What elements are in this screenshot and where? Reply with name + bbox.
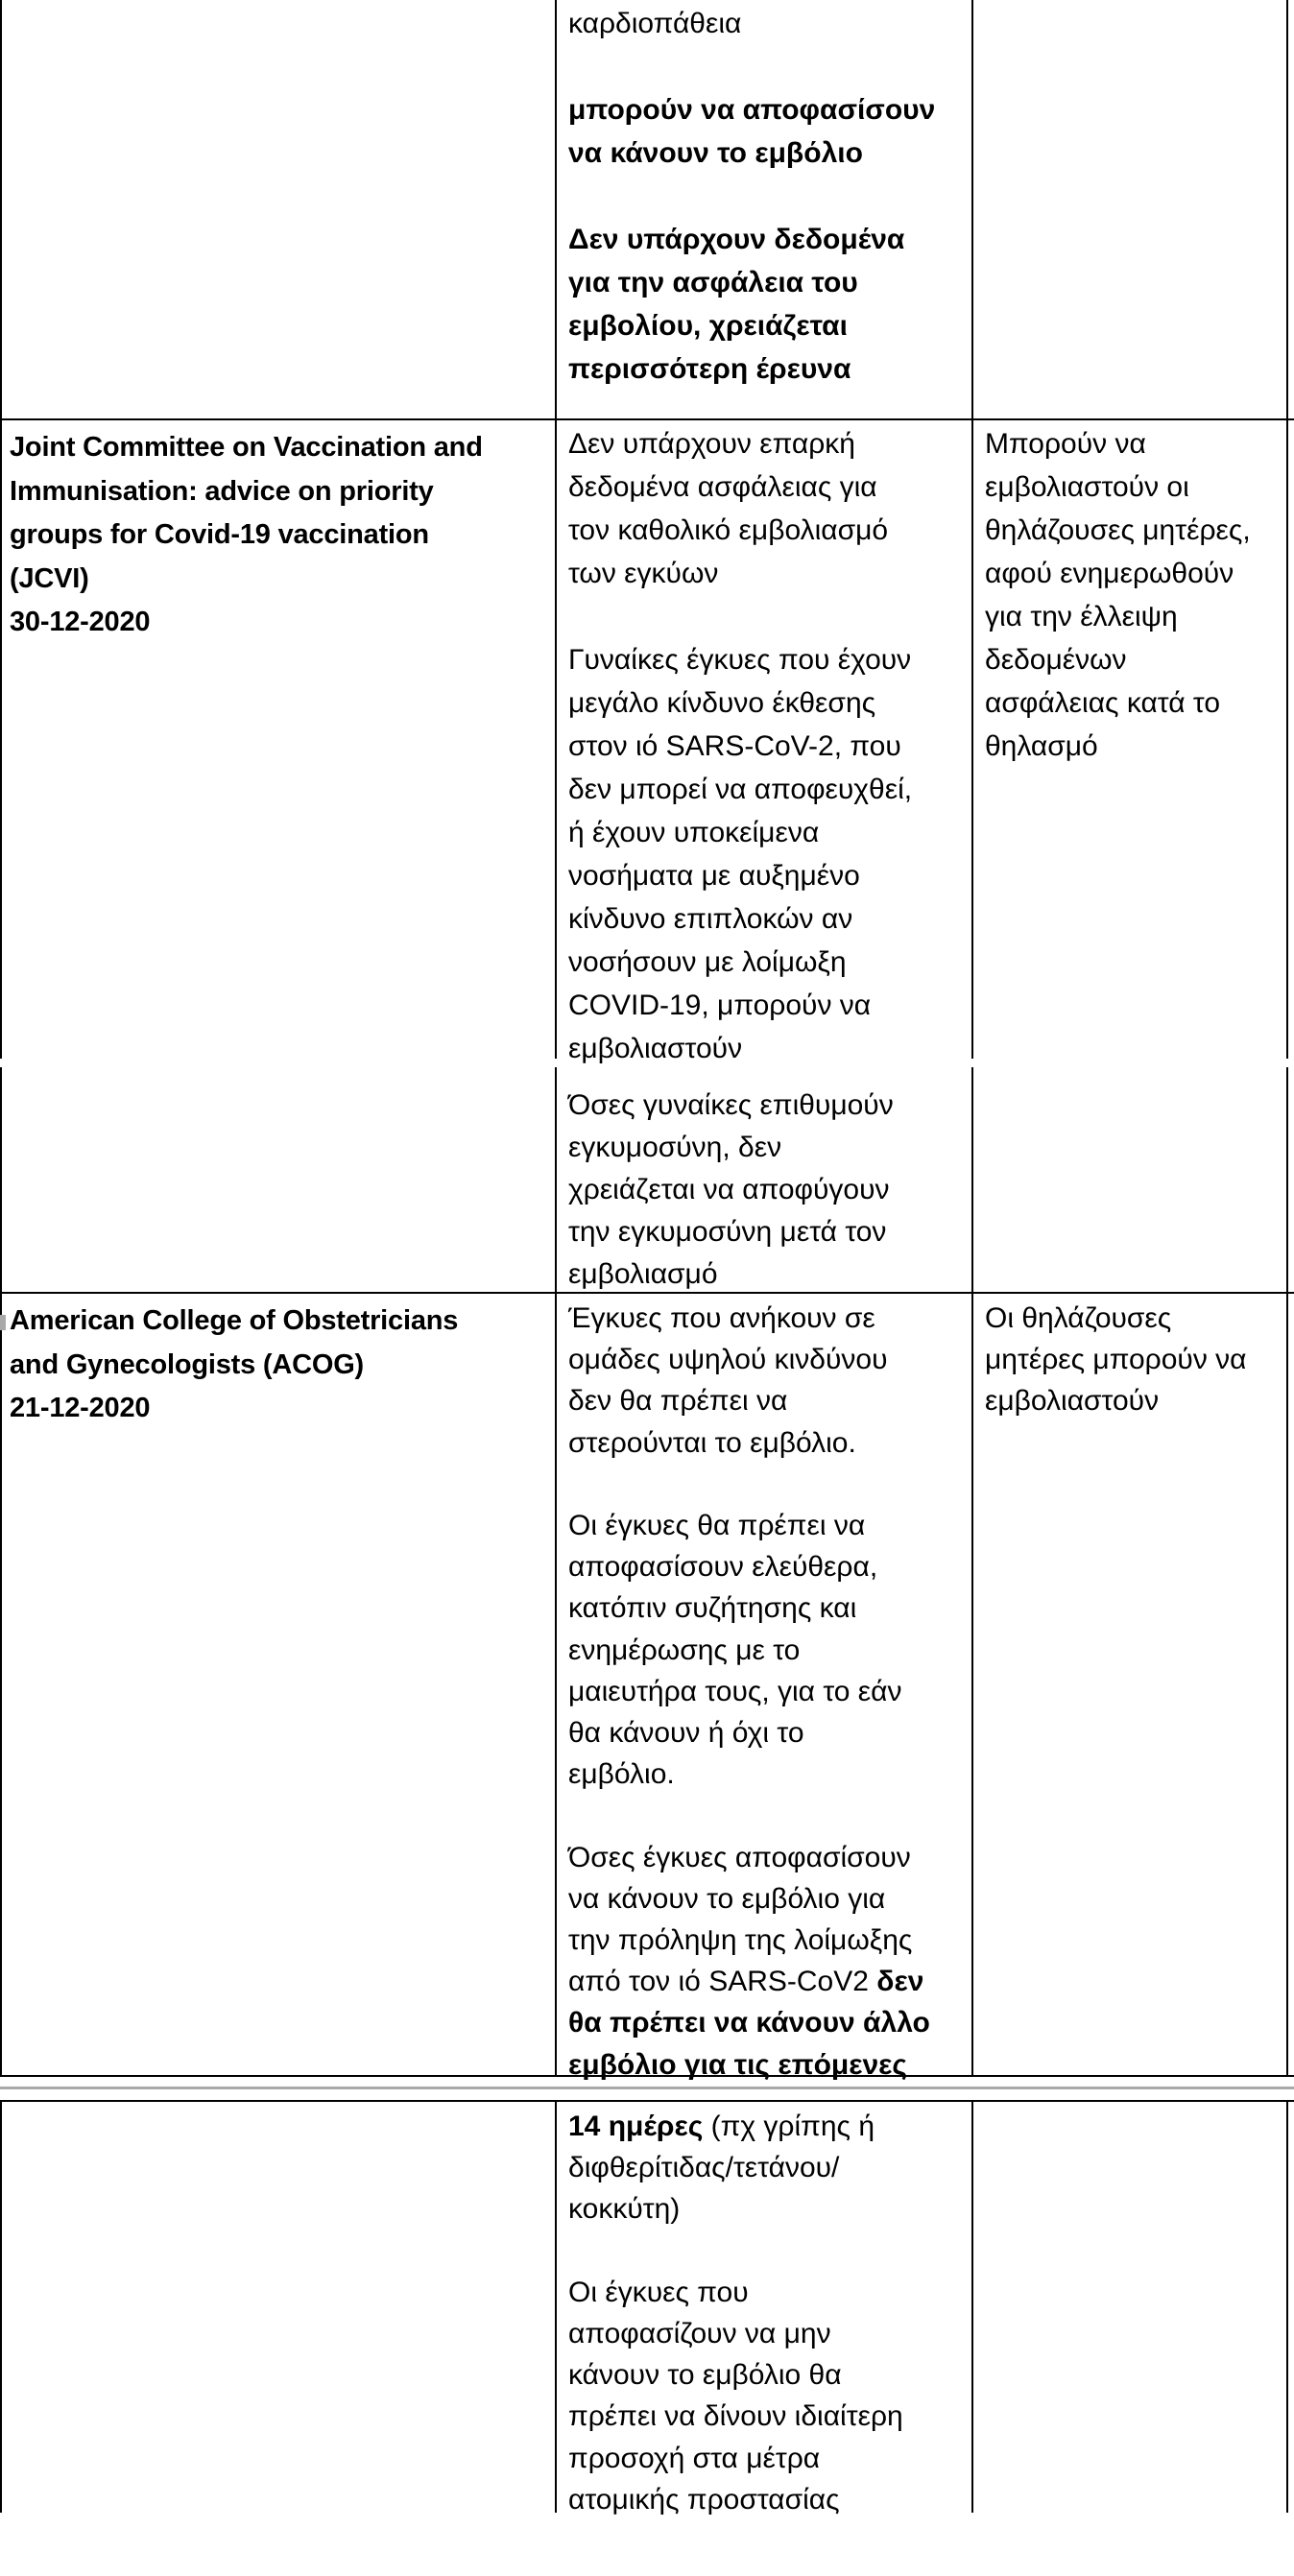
text-line: Οι θηλάζουσες xyxy=(985,1302,1172,1334)
text-line: ή έχουν υποκείμενα xyxy=(568,817,820,848)
text-line: κοκκύτη) xyxy=(568,2193,681,2226)
text-line: ενημέρωσης με το xyxy=(568,1634,801,1666)
text-line: αποφασίζουν να μην xyxy=(568,2318,831,2350)
text-line: COVID-19, μπορούν να xyxy=(568,990,872,1021)
text-line: δεν θα πρέπει να xyxy=(568,1385,788,1418)
text-line: μπορούν να αποφασίσουν xyxy=(568,94,936,126)
text-line xyxy=(568,1795,964,1836)
table-border-left-seg1 xyxy=(0,0,2,1059)
text-line: εμβόλιο για τις επόμενες xyxy=(568,2048,908,2081)
text-line: χρειάζεται να αποφύγουν xyxy=(568,1174,890,1205)
text-line: 30-12-2020 xyxy=(10,607,151,637)
text-line: στερούνται το εμβόλιο. xyxy=(568,1426,856,1459)
text-line: (JCVI) xyxy=(10,562,89,594)
cell-jcvi-pregnancy-advice-page1 xyxy=(568,422,964,1070)
text-line: 21-12-2020 xyxy=(10,1393,151,1423)
cell-prevrow-pregnancy-advice xyxy=(568,2,964,391)
table-border-col1-col2-seg1 xyxy=(555,0,557,1059)
cell-jcvi-breastfeeding-advice xyxy=(985,422,1282,768)
cell-acog-breastfeeding-advice xyxy=(985,1298,1282,1422)
text-line: εγκυμοσύνη, δεν xyxy=(568,1132,782,1163)
table-border-col2-col3-seg3 xyxy=(971,2100,973,2513)
text-line: and Gynecologists (ACOG) xyxy=(10,1348,365,1380)
text-line: να κάνουν το εμβόλιο για xyxy=(568,1882,886,1915)
text-line: θα κάνουν ή όχι το xyxy=(568,1717,804,1750)
text-line: Οι έγκυες που xyxy=(568,2276,749,2308)
text-line: εμβόλιο. xyxy=(568,1758,675,1791)
text-line: εμβολιαστούν xyxy=(985,1385,1160,1418)
text-line: περισσότερη έρευνα xyxy=(568,353,851,385)
text-line: νοσήματα με αυξημένο xyxy=(568,860,860,892)
text-line: Οι έγκυες θα πρέπει να xyxy=(568,1510,866,1542)
text-line xyxy=(568,595,964,638)
text-line: δεδομένων xyxy=(985,644,1127,676)
text-line: Immunisation: advice on priority xyxy=(10,475,434,507)
text-line: θηλασμό xyxy=(985,730,1098,762)
table-border-col1-col2-seg2 xyxy=(555,1067,557,2077)
text-line xyxy=(568,175,964,218)
text-line: εμβολιαστούν οι xyxy=(985,471,1189,503)
text-line: κατόπιν συζήτησης και xyxy=(568,1592,857,1625)
text-line: στον ιό SARS-CoV-2, που xyxy=(568,730,901,762)
page-break-divider xyxy=(0,2087,1294,2089)
text-line: 14 ημέρες (πχ γρίπης ή xyxy=(568,2111,875,2142)
text-line: τον καθολικό εμβολιασμό xyxy=(568,514,889,546)
text-line: δεδομένα ασφάλειας για xyxy=(568,471,877,503)
text-line: Όσες γυναίκες επιθυμούν xyxy=(568,1089,894,1121)
table-border-col2-col3-seg1 xyxy=(971,0,973,1059)
table-border-right-seg3 xyxy=(1286,2100,1288,2513)
text-line: Μπορούν να xyxy=(985,428,1146,460)
text-line: μητέρες μπορούν να xyxy=(985,1344,1247,1376)
text-line: αφού ενημερωθούν xyxy=(985,558,1234,589)
text-line: Έγκυες που ανήκουν σε xyxy=(568,1302,875,1334)
text-line xyxy=(568,45,964,88)
table-border-row-jcvi-top xyxy=(0,418,1294,420)
text-line: ομάδες υψηλού κινδύνου xyxy=(568,1344,888,1376)
text-line: θηλάζουσες μητέρες, xyxy=(985,514,1251,546)
text-line: κίνδυνο επιπλοκών αν xyxy=(568,903,853,935)
text-line: εμβολιασμό xyxy=(568,1258,718,1290)
text-line: εμβολιαστούν xyxy=(568,1033,743,1064)
text-line: θα πρέπει να κάνουν άλλο xyxy=(568,2007,930,2039)
text-line: groups for Covid-19 vaccination xyxy=(10,519,429,550)
text-line xyxy=(568,2230,964,2272)
text-line: ατομικής προστασίας xyxy=(568,2483,840,2516)
cell-acog-pregnancy-advice xyxy=(568,1298,964,2086)
table-border-right-seg2 xyxy=(1286,1067,1288,2077)
table-border-col1-col2-seg3 xyxy=(555,2100,557,2513)
text-line: από τον ιό SARS-CoV2 δεν xyxy=(568,1966,924,1998)
text-line: κάνουν το εμβόλιο θα xyxy=(568,2359,842,2392)
text-line: American College of Obstetricians xyxy=(10,1305,459,1336)
text-line: αποφασίσουν ελεύθερα, xyxy=(568,1551,878,1584)
cell-acog-organization xyxy=(10,1300,547,1431)
text-line: Joint Committee on Vaccination and xyxy=(10,432,483,463)
cell-jcvi-pregnancy-advice-page2 xyxy=(568,1085,964,1296)
text-line: νοσήσουν με λοίμωξη xyxy=(568,946,847,978)
text-line: εμβολίου, χρειάζεται xyxy=(568,310,848,342)
cell-jcvi-organization xyxy=(10,426,547,645)
text-line: για την έλλειψη xyxy=(985,601,1178,632)
row-split-marker xyxy=(0,1315,6,1330)
text-line: μεγάλο κίνδυνο έκθεσης xyxy=(568,687,876,719)
text-line: δεν μπορεί να αποφευχθεί, xyxy=(568,774,913,805)
table-border-col2-col3-seg2 xyxy=(971,1067,973,2077)
text-line: των εγκύων xyxy=(568,558,719,589)
text-line: ασφάλειας κατά το xyxy=(985,687,1221,719)
text-line: Γυναίκες έγκυες που έχουν xyxy=(568,644,912,676)
table-border-left-seg3 xyxy=(0,2100,2,2513)
cell-nextpage-pregnancy-advice xyxy=(568,2106,964,2520)
table-border-next-page-top xyxy=(0,2100,1294,2102)
text-line: διφθερίτιδας/τετάνου/ xyxy=(568,2152,840,2184)
text-line: να κάνουν το εμβόλιο xyxy=(568,137,863,169)
table-border-right-seg1 xyxy=(1286,0,1288,1059)
text-line: την εγκυμοσύνη μετά τον xyxy=(568,1216,887,1248)
text-line: πρέπει να δίνουν ιδιαίτερη xyxy=(568,2400,903,2433)
table-border-left-seg2 xyxy=(0,1067,2,2077)
text-line: Δεν υπάρχουν επαρκή xyxy=(568,428,855,460)
text-line: την πρόληψη της λοίμωξης xyxy=(568,1924,913,1957)
text-line: μαιευτήρα τους, για το εάν xyxy=(568,1675,902,1707)
text-line: Δεν υπάρχουν δεδομένα xyxy=(568,224,905,255)
text-line xyxy=(568,1464,964,1505)
text-line: προσοχή στα μέτρα xyxy=(568,2442,821,2474)
text-line: για την ασφάλεια του xyxy=(568,267,858,298)
text-line: Όσες έγκυες αποφασίσουν xyxy=(568,1841,911,1873)
text-line: καρδιοπάθεια xyxy=(568,8,742,39)
